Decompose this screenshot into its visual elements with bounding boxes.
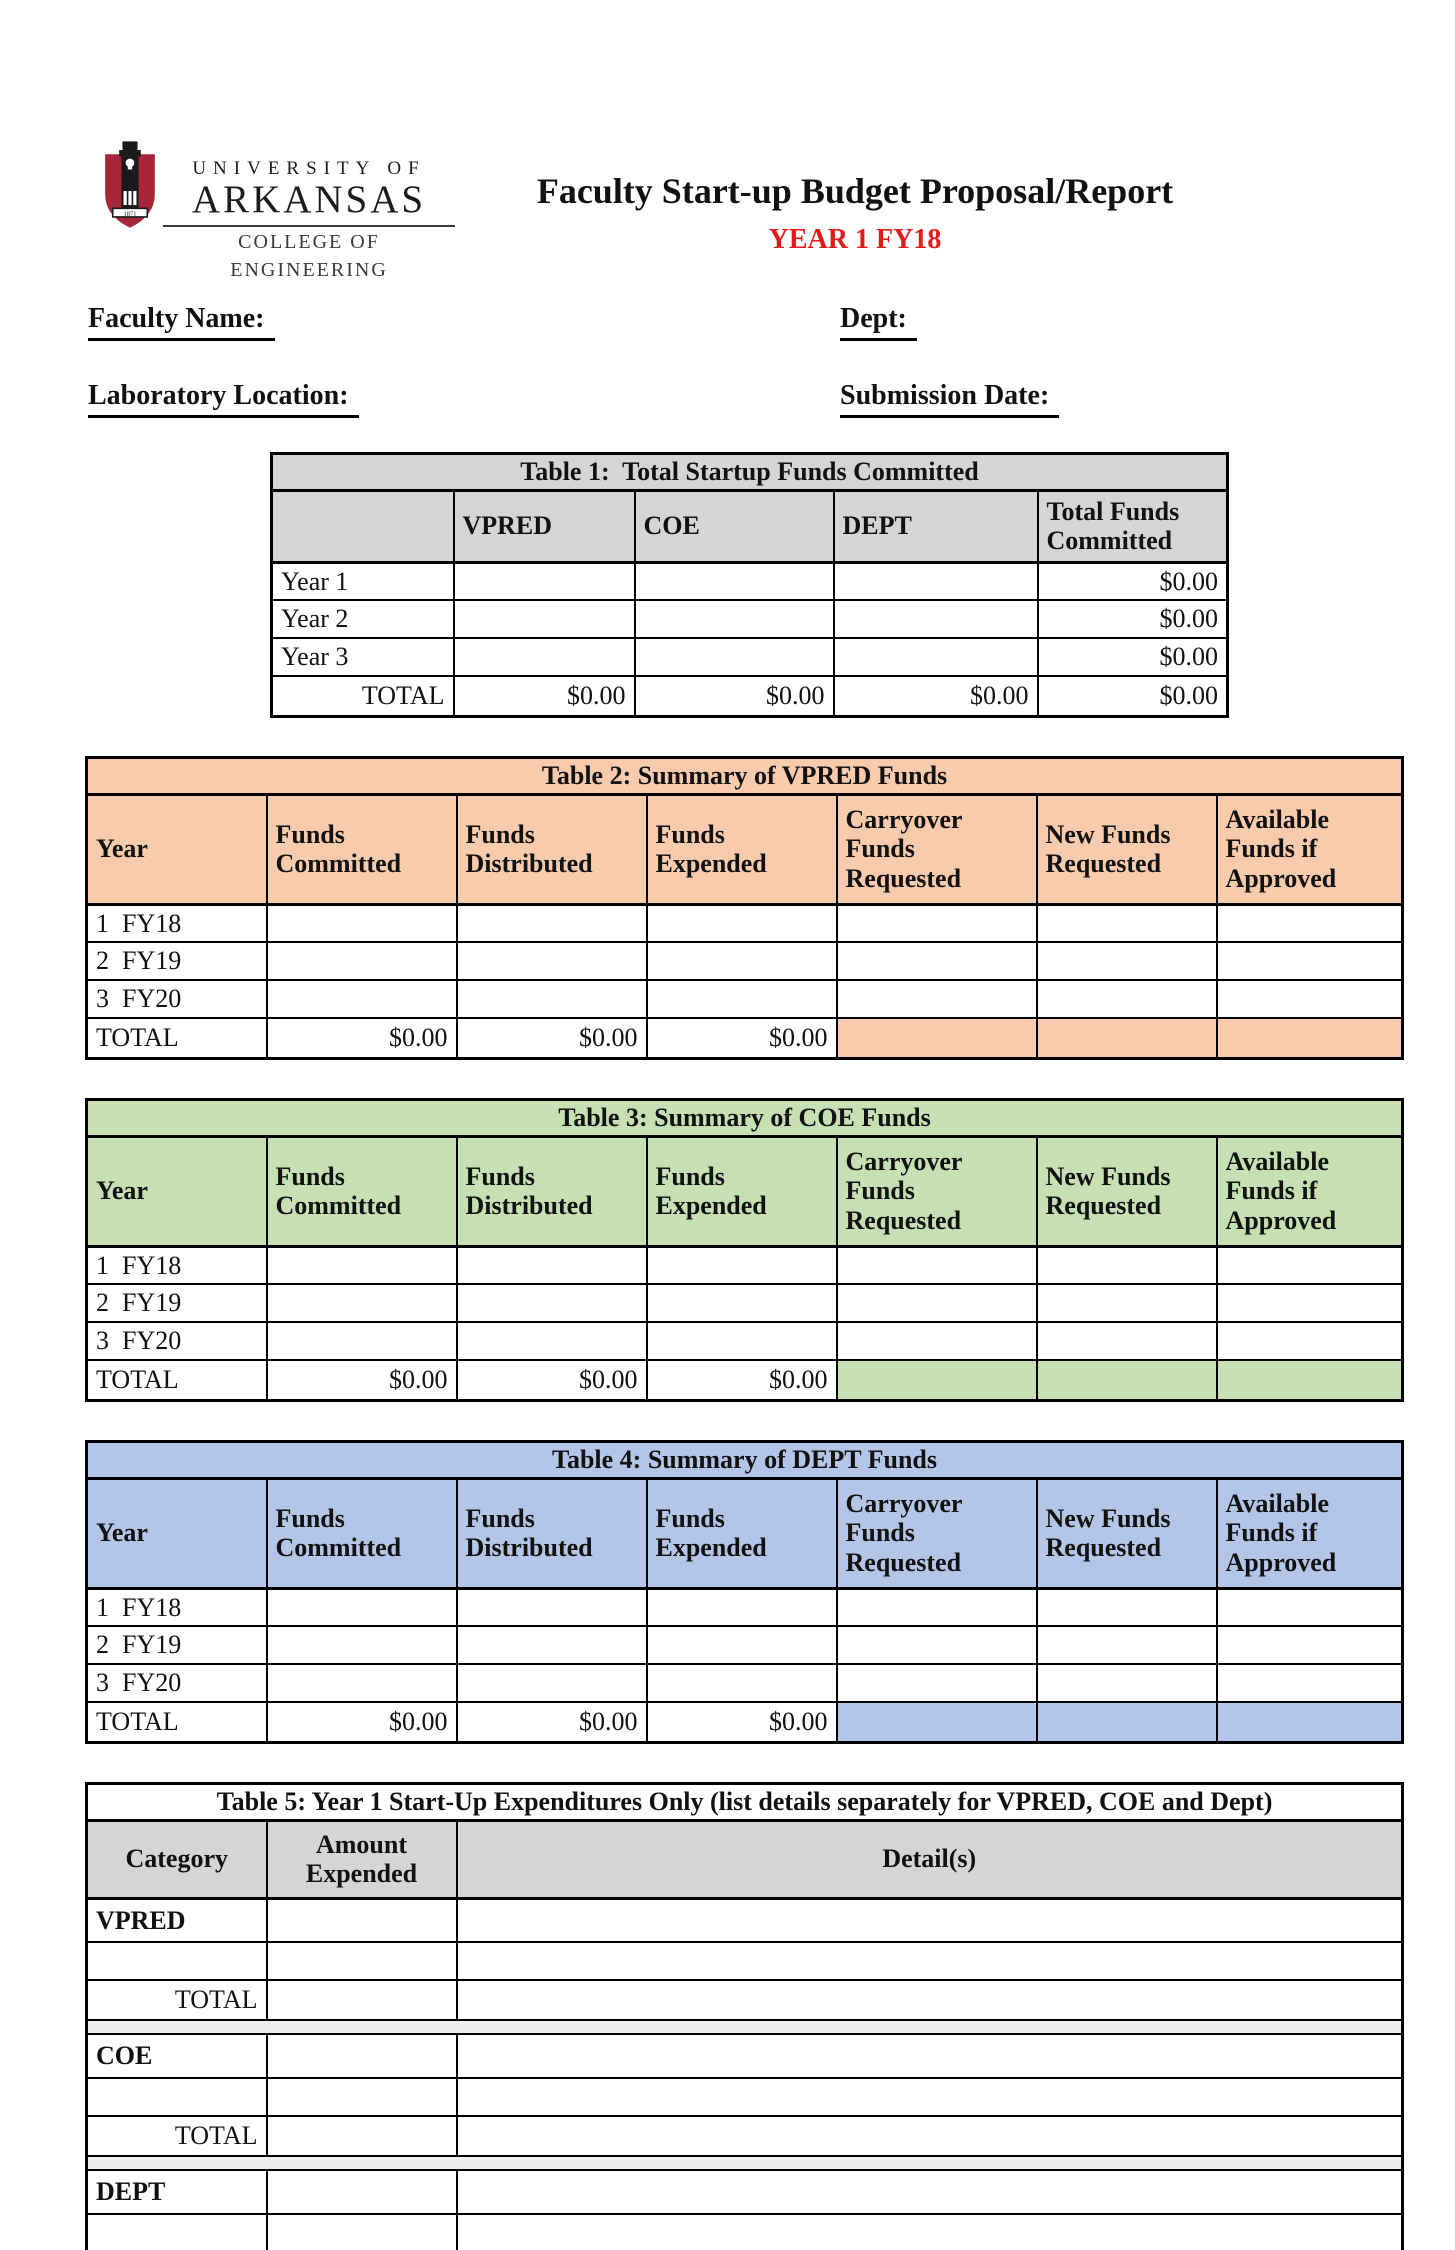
shaded-cell [837, 1702, 1037, 1742]
input-cell[interactable] [837, 942, 1037, 980]
col-funds-committed: Funds Committed [267, 794, 457, 904]
section-separator [87, 2156, 1403, 2170]
input-cell[interactable] [87, 1942, 267, 1980]
shaded-cell [837, 1360, 1037, 1400]
total-value: $0.00 [267, 1360, 457, 1400]
table-row [87, 980, 1403, 1018]
row-label: 2 FY19 [87, 1626, 267, 1664]
input-cell[interactable] [1217, 980, 1403, 1018]
total-value: $0.00 [1038, 562, 1228, 600]
total-value: $0.00 [635, 676, 834, 716]
input-cell[interactable] [267, 1898, 457, 1942]
row-label: Year 3 [272, 638, 454, 676]
input-cell[interactable] [267, 2214, 457, 2250]
table-row [87, 1246, 1403, 1284]
table2-summary-vpred-funds [85, 756, 1404, 1060]
input-cell[interactable] [267, 1942, 457, 1980]
input-cell[interactable] [267, 2034, 457, 2078]
shaded-cell [1037, 1018, 1217, 1058]
total-value: $0.00 [267, 1702, 457, 1742]
input-cell[interactable] [267, 2170, 457, 2214]
input-cell[interactable] [267, 980, 457, 1018]
table1-col-total: Total Funds Committed [1038, 490, 1228, 562]
table1-col-coe: COE [635, 490, 834, 562]
col-carryover-funds-requested: Carryover Funds Requested [837, 1136, 1037, 1246]
total-label: TOTAL [272, 676, 454, 716]
total-value: $0.00 [454, 676, 635, 716]
table3-title-row [87, 1100, 1403, 1137]
document-title: Faculty Start-up Budget Proposal/Report [536, 171, 1174, 211]
section-separator [87, 2020, 1403, 2034]
input-cell[interactable] [837, 904, 1037, 942]
total-value: $0.00 [267, 1018, 457, 1058]
table-row [87, 2116, 1403, 2156]
input-cell[interactable] [837, 1246, 1037, 1284]
input-cell[interactable] [647, 1246, 837, 1284]
row-label: 1 FY18 [87, 1246, 267, 1284]
input-cell[interactable] [457, 980, 647, 1018]
table-row [87, 1322, 1403, 1360]
table3-title: Table 3: Summary of COE Funds [87, 1100, 1403, 1137]
input-cell[interactable] [267, 2078, 457, 2116]
col-funds-distributed: Funds Distributed [457, 1478, 647, 1588]
shaded-cell [1217, 1702, 1403, 1742]
input-cell[interactable] [267, 1322, 457, 1360]
col-available-funds-if-approved: Available Funds if Approved [1217, 794, 1403, 904]
row-label: 2 FY19 [87, 1284, 267, 1322]
input-cell[interactable] [635, 638, 834, 676]
input-cell[interactable] [647, 1284, 837, 1322]
col-funds-expended: Funds Expended [647, 1136, 837, 1246]
table-row [87, 1942, 1403, 1980]
input-cell[interactable] [834, 562, 1038, 600]
heading-block [430, 172, 1280, 256]
input-cell[interactable] [457, 1980, 1403, 2020]
table2-total-row [87, 1018, 1403, 1058]
shaded-cell [1217, 1360, 1403, 1400]
total-value: $0.00 [457, 1702, 647, 1742]
table-row [87, 1284, 1403, 1322]
total-value: $0.00 [647, 1018, 837, 1058]
total-label: TOTAL [87, 1980, 267, 2020]
input-cell[interactable] [635, 600, 834, 638]
input-cell[interactable] [1217, 1588, 1403, 1626]
input-cell[interactable] [1037, 1664, 1217, 1702]
input-cell[interactable] [457, 1284, 647, 1322]
input-cell[interactable] [647, 1664, 837, 1702]
table-row [87, 1664, 1403, 1702]
shaded-cell [837, 1018, 1037, 1058]
input-cell[interactable] [647, 942, 837, 980]
category-label: COE [87, 2034, 267, 2078]
category-label: VPRED [87, 1898, 267, 1942]
input-cell[interactable] [267, 1246, 457, 1284]
col-funds-distributed: Funds Distributed [457, 1136, 647, 1246]
input-cell[interactable] [1217, 1626, 1403, 1664]
input-cell[interactable] [1037, 904, 1217, 942]
table1-total-startup-funds [270, 452, 1229, 718]
col-funds-expended: Funds Expended [647, 1478, 837, 1588]
input-cell[interactable] [457, 2214, 1403, 2250]
table2-title-row [87, 758, 1403, 795]
total-value: $0.00 [647, 1702, 837, 1742]
input-cell[interactable] [1217, 1246, 1403, 1284]
input-cell[interactable] [1037, 1246, 1217, 1284]
input-cell[interactable] [837, 1322, 1037, 1360]
university-shield-icon [103, 136, 157, 232]
table2-title: Table 2: Summary of VPRED Funds [87, 758, 1403, 795]
input-cell[interactable] [837, 1664, 1037, 1702]
table-row [87, 2034, 1403, 2078]
dept-label: Dept: [840, 303, 917, 341]
row-label: 3 FY20 [87, 980, 267, 1018]
logo-university-of: UNIVERSITY OF [192, 158, 426, 179]
table-row [87, 2078, 1403, 2116]
input-cell[interactable] [834, 638, 1038, 676]
row-label: 3 FY20 [87, 1322, 267, 1360]
table5-header-row [87, 1820, 1403, 1898]
input-cell[interactable] [635, 562, 834, 600]
table-row [87, 1588, 1403, 1626]
input-cell[interactable] [457, 2170, 1403, 2214]
input-cell[interactable] [457, 2034, 1403, 2078]
total-value: $0.00 [1038, 638, 1228, 676]
total-value: $0.00 [457, 1018, 647, 1058]
table-row [272, 638, 1228, 676]
table1-title: Table 1: Total Startup Funds Committed [272, 454, 1228, 491]
row-label: 1 FY18 [87, 904, 267, 942]
input-cell[interactable] [454, 562, 635, 600]
table-row [87, 904, 1403, 942]
table4-summary-dept-funds [85, 1440, 1404, 1744]
table1-total-row [272, 676, 1228, 716]
input-cell[interactable] [1217, 1322, 1403, 1360]
table1-title-row [272, 454, 1228, 491]
col-funds-committed: Funds Committed [267, 1136, 457, 1246]
input-cell[interactable] [457, 904, 647, 942]
table3-header-row [87, 1136, 1403, 1246]
input-cell[interactable] [457, 1322, 647, 1360]
col-new-funds-requested: New Funds Requested [1037, 1136, 1217, 1246]
col-year: Year [87, 1478, 267, 1588]
col-funds-expended: Funds Expended [647, 794, 837, 904]
total-label: TOTAL [87, 1702, 267, 1742]
logo-rule [163, 225, 455, 227]
input-cell[interactable] [1037, 1626, 1217, 1664]
table-row [87, 1898, 1403, 1942]
table-row [87, 2170, 1403, 2214]
input-cell[interactable] [647, 1322, 837, 1360]
total-label: TOTAL [87, 1360, 267, 1400]
table3-summary-coe-funds [85, 1098, 1404, 1402]
table-row [87, 1980, 1403, 2020]
input-cell[interactable] [457, 2078, 1403, 2116]
col-available-funds-if-approved: Available Funds if Approved [1217, 1478, 1403, 1588]
total-value: $0.00 [1038, 676, 1228, 716]
logo-wordmark [163, 136, 455, 283]
row-label: Year 2 [272, 600, 454, 638]
input-cell[interactable] [267, 2116, 457, 2156]
input-cell[interactable] [1217, 1664, 1403, 1702]
table4-title-row [87, 1442, 1403, 1479]
table1-header-row [272, 490, 1228, 562]
input-cell[interactable] [1217, 904, 1403, 942]
input-cell[interactable] [837, 1626, 1037, 1664]
logo-arkansas: ARKANSAS [191, 178, 427, 221]
input-cell[interactable] [457, 1626, 647, 1664]
table-row [272, 562, 1228, 600]
total-label: TOTAL [87, 1018, 267, 1058]
table4-header-row [87, 1478, 1403, 1588]
row-label: 3 FY20 [87, 1664, 267, 1702]
table1-col-vpred: VPRED [454, 490, 635, 562]
input-cell[interactable] [457, 1588, 647, 1626]
input-cell[interactable] [457, 1246, 647, 1284]
input-cell[interactable] [87, 2214, 267, 2250]
table1-col-dept: DEPT [834, 490, 1038, 562]
table4-title: Table 4: Summary of DEPT Funds [87, 1442, 1403, 1479]
input-cell[interactable] [267, 904, 457, 942]
shaded-cell [1037, 1702, 1217, 1742]
shaded-cell [1217, 1018, 1403, 1058]
total-label: TOTAL [87, 2116, 267, 2156]
shaded-cell [1037, 1360, 1217, 1400]
total-value: $0.00 [834, 676, 1038, 716]
laboratory-location-label: Laboratory Location: [88, 380, 359, 418]
input-cell[interactable] [457, 1942, 1403, 1980]
col-year: Year [87, 794, 267, 904]
input-cell[interactable] [1037, 1588, 1217, 1626]
col-funds-committed: Funds Committed [267, 1478, 457, 1588]
col-carryover-funds-requested: Carryover Funds Requested [837, 1478, 1037, 1588]
input-cell[interactable] [647, 980, 837, 1018]
row-label: Year 1 [272, 562, 454, 600]
col-amount-expended: Amount Expended [267, 1820, 457, 1898]
input-cell[interactable] [837, 980, 1037, 1018]
input-cell[interactable] [837, 1588, 1037, 1626]
col-available-funds-if-approved: Available Funds if Approved [1217, 1136, 1403, 1246]
input-cell[interactable] [457, 1664, 647, 1702]
input-cell[interactable] [834, 600, 1038, 638]
input-cell[interactable] [647, 1588, 837, 1626]
input-cell[interactable] [647, 1626, 837, 1664]
col-new-funds-requested: New Funds Requested [1037, 1478, 1217, 1588]
faculty-name-label: Faculty Name: [88, 303, 275, 341]
table-row [272, 600, 1228, 638]
input-cell[interactable] [647, 904, 837, 942]
total-value: $0.00 [457, 1360, 647, 1400]
col-new-funds-requested: New Funds Requested [1037, 794, 1217, 904]
input-cell[interactable] [1217, 942, 1403, 980]
input-cell[interactable] [1037, 980, 1217, 1018]
document-subtitle: YEAR 1 FY18 [768, 223, 942, 255]
input-cell[interactable] [267, 1588, 457, 1626]
table3-total-row [87, 1360, 1403, 1400]
table4-total-row [87, 1702, 1403, 1742]
input-cell[interactable] [267, 1664, 457, 1702]
input-cell[interactable] [457, 942, 647, 980]
row-label: 1 FY18 [87, 1588, 267, 1626]
table5-title-row [87, 1784, 1403, 1821]
row-label: 2 FY19 [87, 942, 267, 980]
input-cell[interactable] [457, 2116, 1403, 2156]
input-cell[interactable] [87, 2078, 267, 2116]
table1-col-blank [272, 490, 454, 562]
col-carryover-funds-requested: Carryover Funds Requested [837, 794, 1037, 904]
input-cell[interactable] [1037, 1322, 1217, 1360]
table-row [87, 2214, 1403, 2250]
category-label: DEPT [87, 2170, 267, 2214]
logo-college-of: COLLEGE OF [238, 230, 380, 253]
input-cell[interactable] [837, 1284, 1037, 1322]
input-cell[interactable] [457, 1898, 1403, 1942]
table5-year1-expenditures [85, 1782, 1404, 2250]
input-cell[interactable] [1217, 1284, 1403, 1322]
input-cell[interactable] [267, 1284, 457, 1322]
input-cell[interactable] [267, 1626, 457, 1664]
university-logo [103, 136, 455, 283]
input-cell[interactable] [267, 1980, 457, 2020]
input-cell[interactable] [454, 600, 635, 638]
col-funds-distributed: Funds Distributed [457, 794, 647, 904]
input-cell[interactable] [1037, 1284, 1217, 1322]
total-value: $0.00 [647, 1360, 837, 1400]
col-year: Year [87, 1136, 267, 1246]
col-category: Category [87, 1820, 267, 1898]
col-details: Detail(s) [457, 1820, 1403, 1898]
total-value: $0.00 [1038, 600, 1228, 638]
input-cell[interactable] [454, 638, 635, 676]
table5-title: Table 5: Year 1 Start-Up Expenditures Only (list details separately for VPRED, COE and Dept) [87, 1784, 1403, 1821]
submission-date-label: Submission Date: [840, 380, 1059, 418]
input-cell[interactable] [1037, 942, 1217, 980]
table-row [87, 942, 1403, 980]
input-cell[interactable] [267, 942, 457, 980]
table-row [87, 1626, 1403, 1664]
logo-engineering: ENGINEERING [230, 258, 388, 281]
table2-header-row [87, 794, 1403, 904]
logo-banner-year: 1871 [123, 210, 137, 218]
